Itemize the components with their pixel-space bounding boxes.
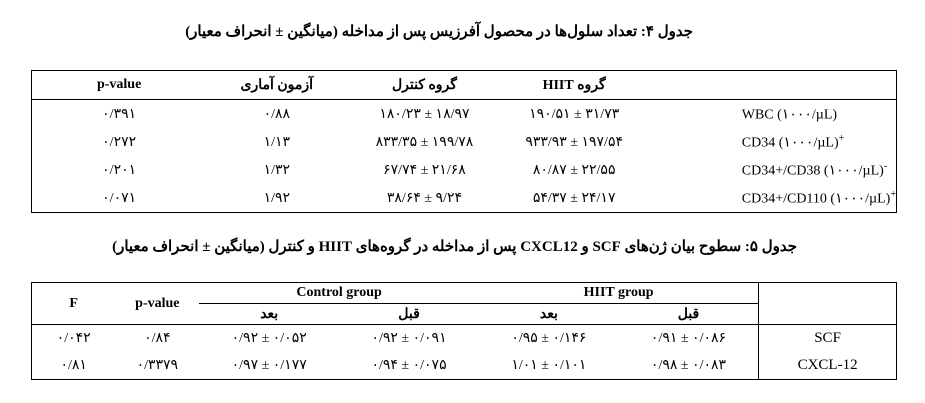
cell-pvalue: ۰/۳۹۱ [102,106,137,122]
row-label [647,156,897,184]
cell-hiit: ۸۰/۸۷ ± ۲۲/۵۵ [532,162,616,178]
table4-header-control: گروه کنترل [347,71,501,100]
row-label-sup: + [890,188,896,200]
table5-header-pvalue: p-value [115,283,199,325]
table4 [31,70,897,213]
row-label-text: CD34+/CD38 (۱۰۰۰/µL) [741,163,884,179]
row-label-text: WBC (۱۰۰۰/µL) [741,107,838,123]
cell-pvalue: ۰/۰۷۱ [102,190,137,206]
cell-control: ۱۸۰/۲۳ ± ۱۸/۹۷ [379,106,470,122]
cell-control-before: ۰/۹۴ ± ۰/۰۷۵ [371,358,447,373]
table5-header-control-after: بعد [199,304,339,325]
table-row [32,184,897,213]
table-row [32,100,897,129]
table5-header-hiit-after: بعد [479,304,619,325]
cell-control-after: ۰/۹۷ ± ۰/۱۷۷ [231,358,307,373]
cell-hiit-after: ۱/۰۱ ± ۰/۱۰۱ [511,358,587,373]
cell-f: ۰/۰۴۲ [56,331,91,346]
row-label [647,100,897,129]
table4-header-hiit: گروه HIIT [502,71,647,100]
cell-hiit: ۹۳۳/۹۳ ± ۱۹۷/۵۴ [525,134,623,150]
cell-pvalue: ۰/۲۷۲ [102,134,137,150]
cell-pvalue: ۰/۸۴ [144,331,171,346]
cell-control: ۸۳۳/۳۵ ± ۱۹۹/۷۸ [375,134,474,150]
table-row [32,325,897,353]
cell-pvalue: ۰/۲۰۱ [102,162,137,178]
cell-test: ۰/۸۸ [263,106,291,122]
cell-test: ۱/۱۳ [263,134,291,150]
table-row [32,128,897,156]
table4-header-pvalue: p-value [32,71,207,100]
cell-hiit: ۵۴/۳۷ ± ۲۴/۱۷ [532,190,616,206]
row-label-sup: + [838,132,845,144]
cell-f: ۰/۸۱ [60,358,87,373]
table4-header-test: آزمون آماری [206,71,347,100]
table-row [32,156,897,184]
table5-header-f: F [32,283,116,325]
cell-hiit-after: ۰/۹۵ ± ۰/۱۴۶ [511,331,587,346]
table-row [32,352,897,380]
cell-hiit: ۱۹۰/۵۱ ± ۳۱/۷۳ [529,106,620,122]
cell-test: ۱/۹۲ [263,190,291,206]
cell-control: ۶۷/۷۴ ± ۲۱/۶۸ [383,162,466,178]
table5-header-blank [759,283,897,325]
table5-header-group-row [32,283,897,304]
row-label-text: CD34 (۱۰۰۰/µL) [741,135,839,151]
cell-control-after: ۰/۹۲ ± ۰/۰۵۲ [231,331,307,346]
table5-header-control-before: قبل [339,304,479,325]
row-label: CXCL-12 [759,352,897,380]
table5-caption: جدول ۵: سطوح بیان ژن‌های SCF و CXCL12 پس از مداخله در گروه‌های HIIT و کنترل (میانگین ± انحراف معیار) [112,239,797,255]
cell-test: ۱/۳۲ [263,162,291,178]
table4-header-row [32,71,897,100]
table5-header-control-group: Control group [199,283,479,304]
row-label-text: CD34+/CD110 (۱۰۰۰/µL) [741,191,891,207]
row-label-sup: - [883,160,888,172]
cell-hiit-before: ۰/۹۸ ± ۰/۰۸۳ [650,358,727,373]
table5 [31,282,897,380]
row-label [647,128,897,156]
table5-header-hiit-group: HIIT group [479,283,759,304]
cell-pvalue: ۰/۳۳۷۹ [136,358,179,373]
row-label [647,184,897,213]
cell-control: ۳۸/۶۴ ± ۹/۲۴ [386,190,462,206]
table5-header-hiit-before: قبل [619,304,759,325]
table4-header-blank [647,71,897,100]
table4-caption: جدول ۴: تعداد سلول‌ها در محصول آفرزیس پس از مداخله (میانگین ± انحراف معیار) [185,24,693,40]
cell-hiit-before: ۰/۹۱ ± ۰/۰۸۶ [650,331,727,346]
row-label: SCF [759,325,897,353]
cell-control-before: ۰/۹۲ ± ۰/۰۹۱ [371,331,447,346]
